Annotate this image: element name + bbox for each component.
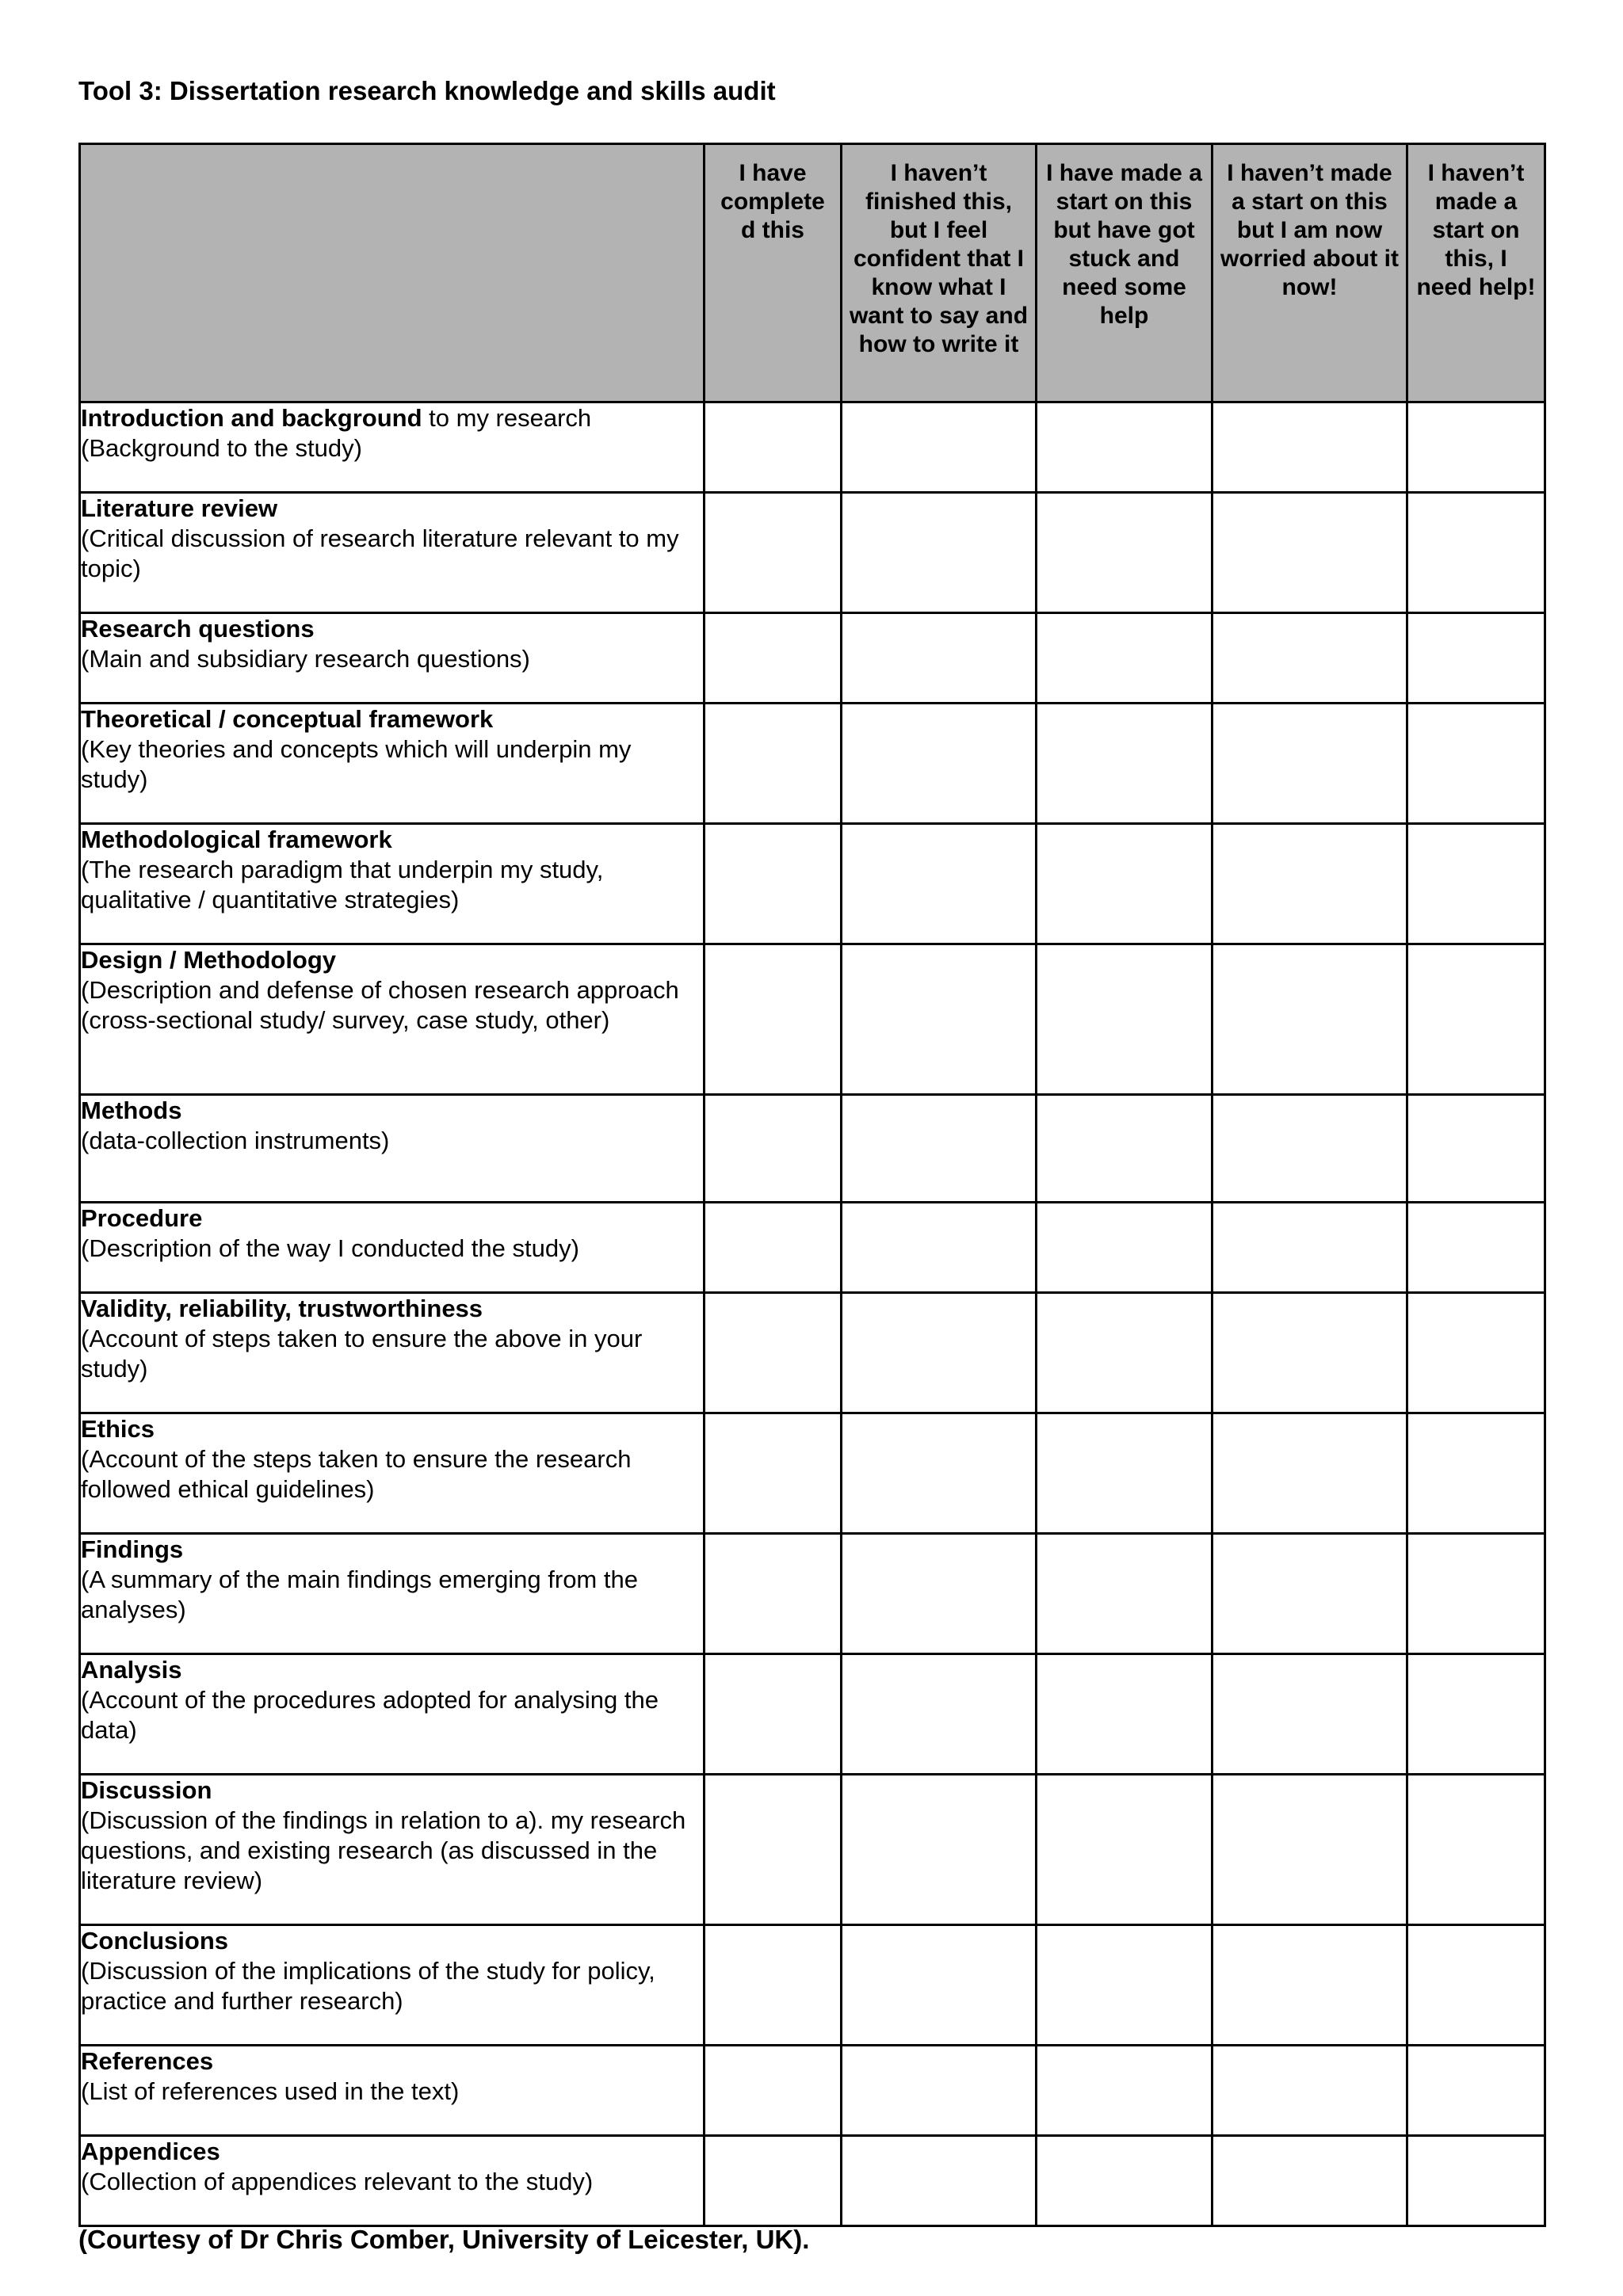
response-cell[interactable]: [705, 2046, 842, 2136]
response-cell[interactable]: [842, 944, 1037, 1095]
row-description: (Discussion of the findings in relation to a). my research questions, and existing research (as discussed in the literature review): [81, 1806, 686, 1894]
row-label-cell: [80, 493, 705, 613]
response-cell[interactable]: [1037, 1095, 1212, 1203]
table-row: [80, 824, 1545, 944]
row-heading: Conclusions: [81, 1927, 229, 1955]
response-cell[interactable]: [1212, 1203, 1407, 1293]
response-cell[interactable]: [1037, 824, 1212, 944]
row-label-cell: [80, 1654, 705, 1775]
response-cell[interactable]: [1407, 402, 1545, 493]
row-label-cell: [80, 944, 705, 1095]
response-cell[interactable]: [1037, 1775, 1212, 1925]
response-cell[interactable]: [1037, 1203, 1212, 1293]
row-description: (Key theories and concepts which will underpin my study): [81, 735, 632, 793]
response-cell[interactable]: [1407, 1775, 1545, 1925]
table-row: [80, 704, 1545, 824]
row-description: (data-collection instruments): [81, 1127, 390, 1154]
row-description: (Description of the way I conducted the study): [81, 1234, 579, 1262]
row-label-cell: [80, 704, 705, 824]
row-heading: Analysis: [81, 1656, 182, 1684]
row-description: (Discussion of the implications of the study for policy, practice and further research): [81, 1957, 655, 2015]
response-cell[interactable]: [1037, 1654, 1212, 1775]
response-cell[interactable]: [1407, 1095, 1545, 1203]
response-cell[interactable]: [1037, 944, 1212, 1095]
row-description: (Account of the procedures adopted for analysing the data): [81, 1686, 659, 1744]
response-cell[interactable]: [705, 1095, 842, 1203]
table-row: [80, 1775, 1545, 1925]
row-label-cell: [80, 824, 705, 944]
response-cell[interactable]: [705, 824, 842, 944]
response-cell[interactable]: [842, 704, 1037, 824]
row-heading: Procedure: [81, 1204, 203, 1232]
column-header-worried: I haven’t made a start on this but I am now worried about it now!: [1212, 144, 1407, 402]
row-label-cell: [80, 613, 705, 704]
page-title: Tool 3: Dissertation research knowledge and skills audit: [78, 76, 776, 105]
column-header-stuck: I have made a start on this but have got stuck and need some help: [1037, 144, 1212, 402]
response-cell[interactable]: [1212, 2046, 1407, 2136]
response-cell[interactable]: [842, 1534, 1037, 1654]
table-row: [80, 1203, 1545, 1293]
response-cell[interactable]: [1037, 704, 1212, 824]
row-heading: Theoretical / conceptual framework: [81, 705, 494, 733]
response-cell[interactable]: [1212, 1925, 1407, 2046]
table-row: [80, 2046, 1545, 2136]
row-description: (A summary of the main findings emerging from the analyses): [81, 1566, 638, 1623]
row-heading: Research questions: [81, 615, 315, 643]
table-row: [80, 1095, 1545, 1203]
response-cell[interactable]: [705, 402, 842, 493]
response-cell[interactable]: [1037, 1293, 1212, 1413]
response-cell[interactable]: [842, 2136, 1037, 2226]
row-heading: Design / Methodology: [81, 946, 337, 974]
response-cell[interactable]: [1407, 704, 1545, 824]
response-cell[interactable]: [1212, 1534, 1407, 1654]
row-label-cell: [80, 1925, 705, 2046]
row-description: (Background to the study): [81, 434, 362, 462]
column-header-need-help: I haven’t made a start on this, I need help!: [1407, 144, 1545, 402]
row-heading: Introduction and background: [81, 404, 422, 432]
table-row: [80, 1925, 1545, 2046]
column-header-confident: I haven’t finished this, but I feel confident that I know what I want to say and how to write it: [842, 144, 1037, 402]
row-heading: Findings: [81, 1535, 184, 1563]
row-description: (List of references used in the text): [81, 2077, 460, 2105]
response-cell[interactable]: [1037, 1413, 1212, 1534]
response-cell[interactable]: [1407, 824, 1545, 944]
response-cell[interactable]: [1407, 1293, 1545, 1413]
row-description: (Account of the steps taken to ensure the research followed ethical guidelines): [81, 1445, 632, 1503]
row-heading: References: [81, 2047, 214, 2075]
response-cell[interactable]: [842, 493, 1037, 613]
response-cell[interactable]: [705, 1203, 842, 1293]
row-heading: Ethics: [81, 1415, 155, 1443]
response-cell[interactable]: [1212, 493, 1407, 613]
table-row: [80, 1293, 1545, 1413]
row-description: (Main and subsidiary research questions): [81, 645, 530, 673]
table-row: [80, 493, 1545, 613]
table-row: [80, 402, 1545, 493]
row-description: (The research paradigm that underpin my study, qualitative / quantitative strategies): [81, 856, 604, 913]
table-row: [80, 2136, 1545, 2226]
row-heading-suffix: to my research: [422, 404, 592, 432]
response-cell[interactable]: [1212, 1293, 1407, 1413]
response-cell[interactable]: [1212, 1095, 1407, 1203]
row-heading: Discussion: [81, 1776, 212, 1804]
response-cell[interactable]: [705, 1775, 842, 1925]
response-cell[interactable]: [1407, 1203, 1545, 1293]
row-description: (Description and defense of chosen research approach (cross-sectional study/ survey, case study, other): [81, 976, 679, 1034]
row-label-cell: [80, 1413, 705, 1534]
response-cell[interactable]: [842, 1413, 1037, 1534]
audit-table: [78, 143, 1546, 2227]
credit-note: (Courtesy of Dr Chris Comber, University of Leicester, UK).: [78, 2225, 810, 2254]
response-cell[interactable]: [1407, 2046, 1545, 2136]
response-cell[interactable]: [1037, 402, 1212, 493]
response-cell[interactable]: [705, 944, 842, 1095]
response-cell[interactable]: [1407, 1534, 1545, 1654]
response-cell[interactable]: [1407, 1925, 1545, 2046]
header-row: [80, 144, 1545, 402]
response-cell[interactable]: [1212, 1775, 1407, 1925]
response-cell[interactable]: [1407, 1654, 1545, 1775]
row-heading: Validity, reliability, trustworthiness: [81, 1295, 483, 1322]
response-cell[interactable]: [1407, 944, 1545, 1095]
response-cell[interactable]: [1212, 824, 1407, 944]
response-cell[interactable]: [1407, 493, 1545, 613]
table-row: [80, 1654, 1545, 1775]
response-cell[interactable]: [705, 613, 842, 704]
row-label-cell: [80, 1775, 705, 1925]
response-cell[interactable]: [705, 1534, 842, 1654]
table-row: [80, 944, 1545, 1095]
response-cell[interactable]: [842, 1293, 1037, 1413]
response-cell[interactable]: [705, 2136, 842, 2226]
row-label-cell: [80, 1293, 705, 1413]
response-cell[interactable]: [1037, 2046, 1212, 2136]
response-cell[interactable]: [1037, 613, 1212, 704]
column-header-completed: I have complete d this: [705, 144, 842, 402]
response-cell[interactable]: [1407, 2136, 1545, 2226]
table-row: [80, 1534, 1545, 1654]
response-cell[interactable]: [1212, 704, 1407, 824]
response-cell[interactable]: [1212, 2136, 1407, 2226]
row-heading: Methods: [81, 1097, 182, 1124]
response-cell[interactable]: [1212, 1654, 1407, 1775]
row-label-cell: [80, 1095, 705, 1203]
response-cell[interactable]: [1037, 493, 1212, 613]
response-cell[interactable]: [705, 1925, 842, 2046]
row-description: (Account of steps taken to ensure the above in your study): [81, 1325, 643, 1383]
response-cell[interactable]: [842, 1203, 1037, 1293]
response-cell[interactable]: [1212, 613, 1407, 704]
response-cell[interactable]: [1212, 1413, 1407, 1534]
response-cell[interactable]: [705, 1413, 842, 1534]
row-description: (Collection of appendices relevant to the study): [81, 2168, 594, 2195]
response-cell[interactable]: [842, 1654, 1037, 1775]
response-cell[interactable]: [842, 1925, 1037, 2046]
row-heading: Appendices: [81, 2138, 220, 2165]
response-cell[interactable]: [842, 402, 1037, 493]
response-cell[interactable]: [842, 1095, 1037, 1203]
row-label-cell: [80, 402, 705, 493]
response-cell[interactable]: [705, 1654, 842, 1775]
table-row: [80, 613, 1545, 704]
row-label-cell: [80, 2046, 705, 2136]
row-description: (Critical discussion of research literature relevant to my topic): [81, 524, 679, 582]
response-cell[interactable]: [705, 1293, 842, 1413]
response-cell[interactable]: [842, 2046, 1037, 2136]
response-cell[interactable]: [1037, 1534, 1212, 1654]
row-label-cell: [80, 1534, 705, 1654]
response-cell[interactable]: [1407, 1413, 1545, 1534]
response-cell[interactable]: [1407, 613, 1545, 704]
response-cell[interactable]: [705, 704, 842, 824]
row-heading: Methodological framework: [81, 826, 392, 853]
row-label-cell: [80, 2136, 705, 2226]
response-cell[interactable]: [842, 1775, 1037, 1925]
response-cell[interactable]: [1212, 402, 1407, 493]
response-cell[interactable]: [1037, 1925, 1212, 2046]
response-cell[interactable]: [842, 824, 1037, 944]
response-cell[interactable]: [1212, 944, 1407, 1095]
row-heading: Literature review: [81, 494, 278, 522]
header-blank-cell: [80, 144, 705, 402]
response-cell[interactable]: [1037, 2136, 1212, 2226]
response-cell[interactable]: [705, 493, 842, 613]
table-row: [80, 1413, 1545, 1534]
response-cell[interactable]: [842, 613, 1037, 704]
row-label-cell: [80, 1203, 705, 1293]
